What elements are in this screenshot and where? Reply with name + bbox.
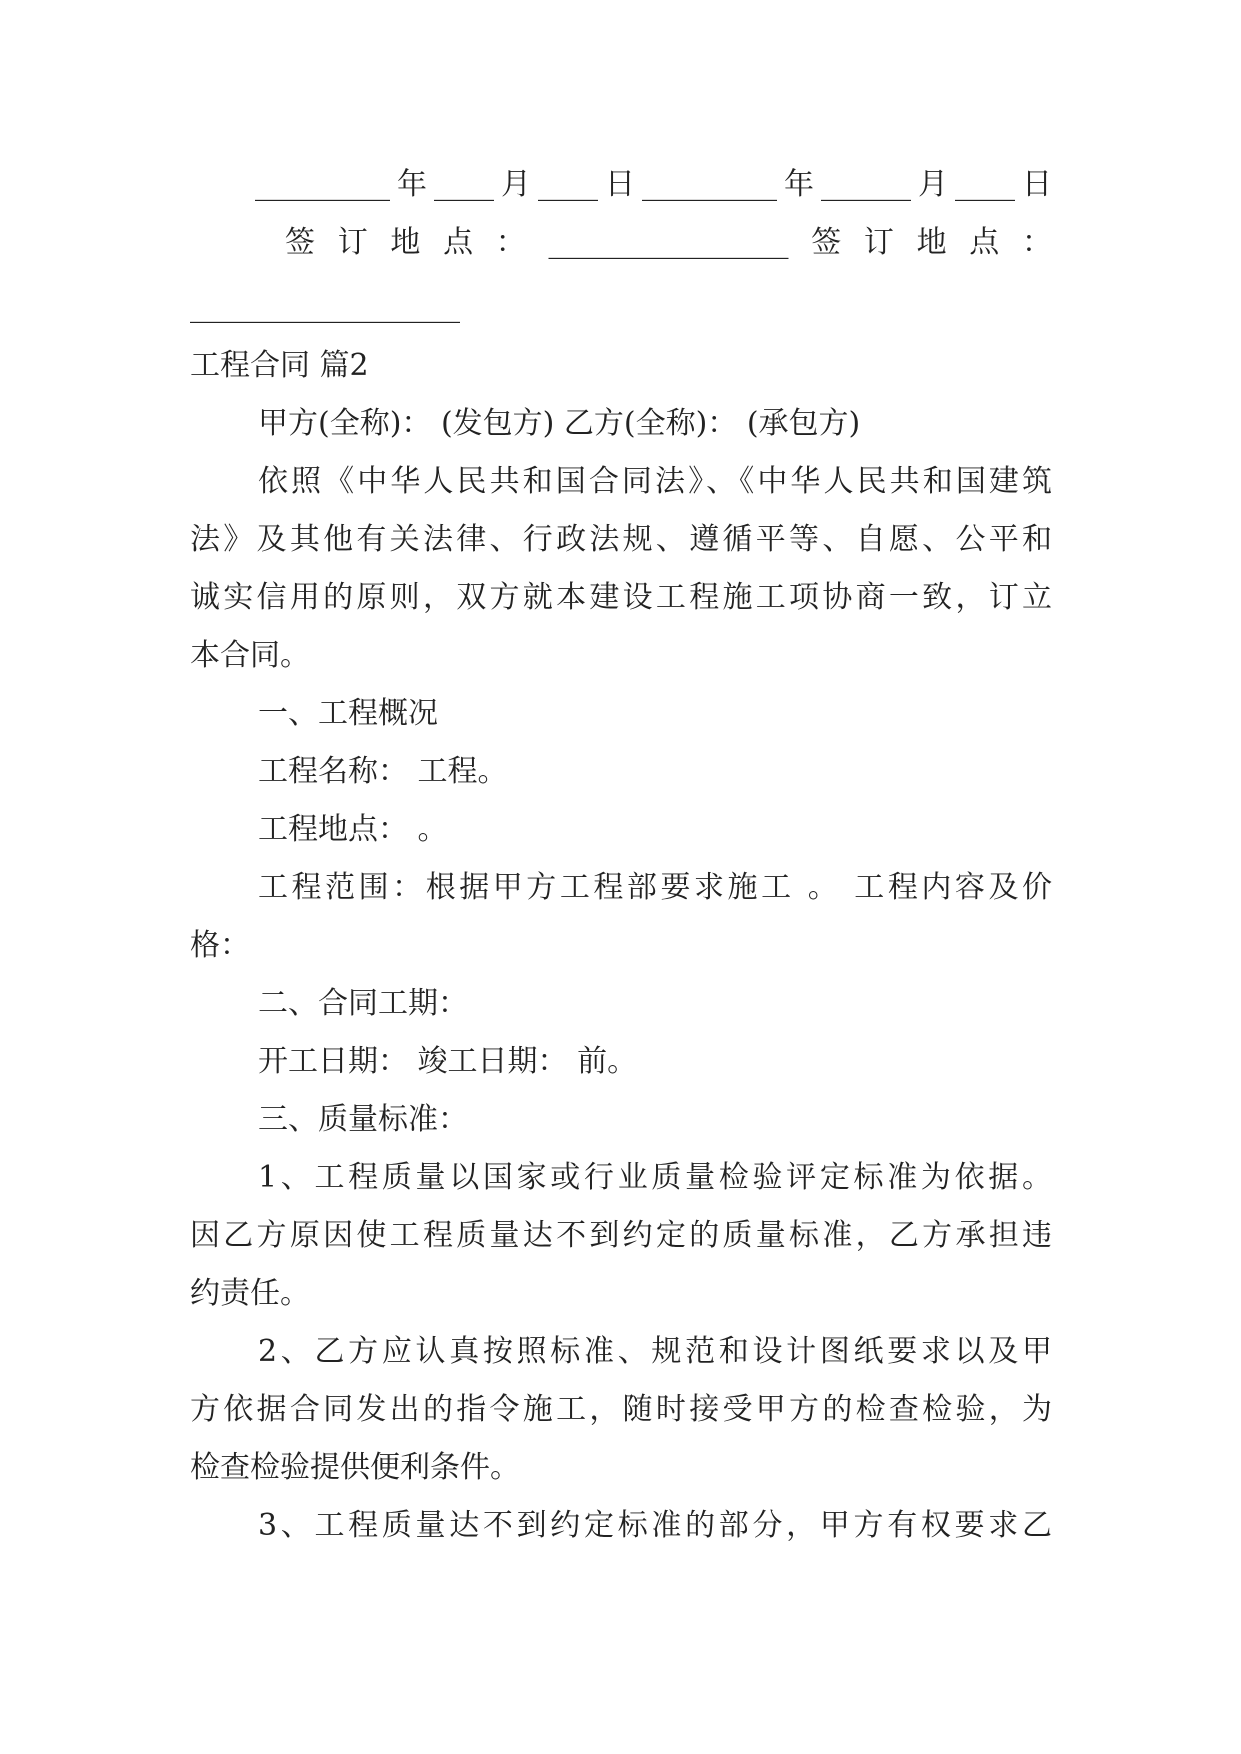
quality-item-line: 因乙方原因使工程质量达不到约定的质量标准，乙方承担违 — [190, 1218, 1052, 1253]
section-title: 二、合同工期： — [258, 986, 468, 1021]
signing-place-line: 签订地点：________________签订地点： — [285, 225, 1052, 260]
quality-item-line: 方依据合同发出的指令施工，随时接受甲方的检查检验，为 — [190, 1392, 1052, 1427]
project-location-line: 工程地点： 。 — [258, 812, 448, 847]
quality-item-line: 1、工程质量以国家或行业质量检验评定标准为依据。 — [258, 1160, 1052, 1195]
quality-item-line: 检查检验提供便利条件。 — [190, 1450, 520, 1485]
preamble-line: 诚实信用的原则，双方就本建设工程施工项协商一致，订立 — [190, 580, 1052, 615]
schedule-dates-line: 开工日期： 竣工日期： 前。 — [258, 1044, 638, 1079]
preamble-line: 本合同。 — [190, 638, 310, 673]
section-title: 一、工程概况 — [258, 696, 438, 731]
quality-item-line: 约责任。 — [190, 1276, 310, 1311]
signing-place-blank: __________________ — [190, 289, 460, 324]
project-scope-line: 工程范围：根据甲方工程部要求施工 。 工程内容及价 — [258, 870, 1052, 905]
parties-line: 甲方(全称)： (发包方) 乙方(全称)： (承包方) — [258, 406, 861, 441]
preamble-line: 法》及其他有关法律、行政法规、遵循平等、自愿、公平和 — [190, 522, 1052, 557]
quality-item-line: 3、工程质量达不到约定标准的部分，甲方有权要求乙 — [258, 1508, 1052, 1543]
section-title: 三、质量标准： — [258, 1102, 468, 1137]
quality-item-line: 2、乙方应认真按照标准、规范和设计图纸要求以及甲 — [258, 1334, 1052, 1369]
signature-date-line: _________年____月____日_________年______月____日 — [255, 167, 1052, 202]
project-name-line: 工程名称： 工程。 — [258, 754, 508, 789]
section-heading: 工程合同 篇2 — [190, 348, 369, 383]
project-scope-line: 格： — [190, 928, 250, 963]
preamble-line: 依照《中华人民共和国合同法》、《中华人民共和国建筑 — [258, 464, 1052, 499]
